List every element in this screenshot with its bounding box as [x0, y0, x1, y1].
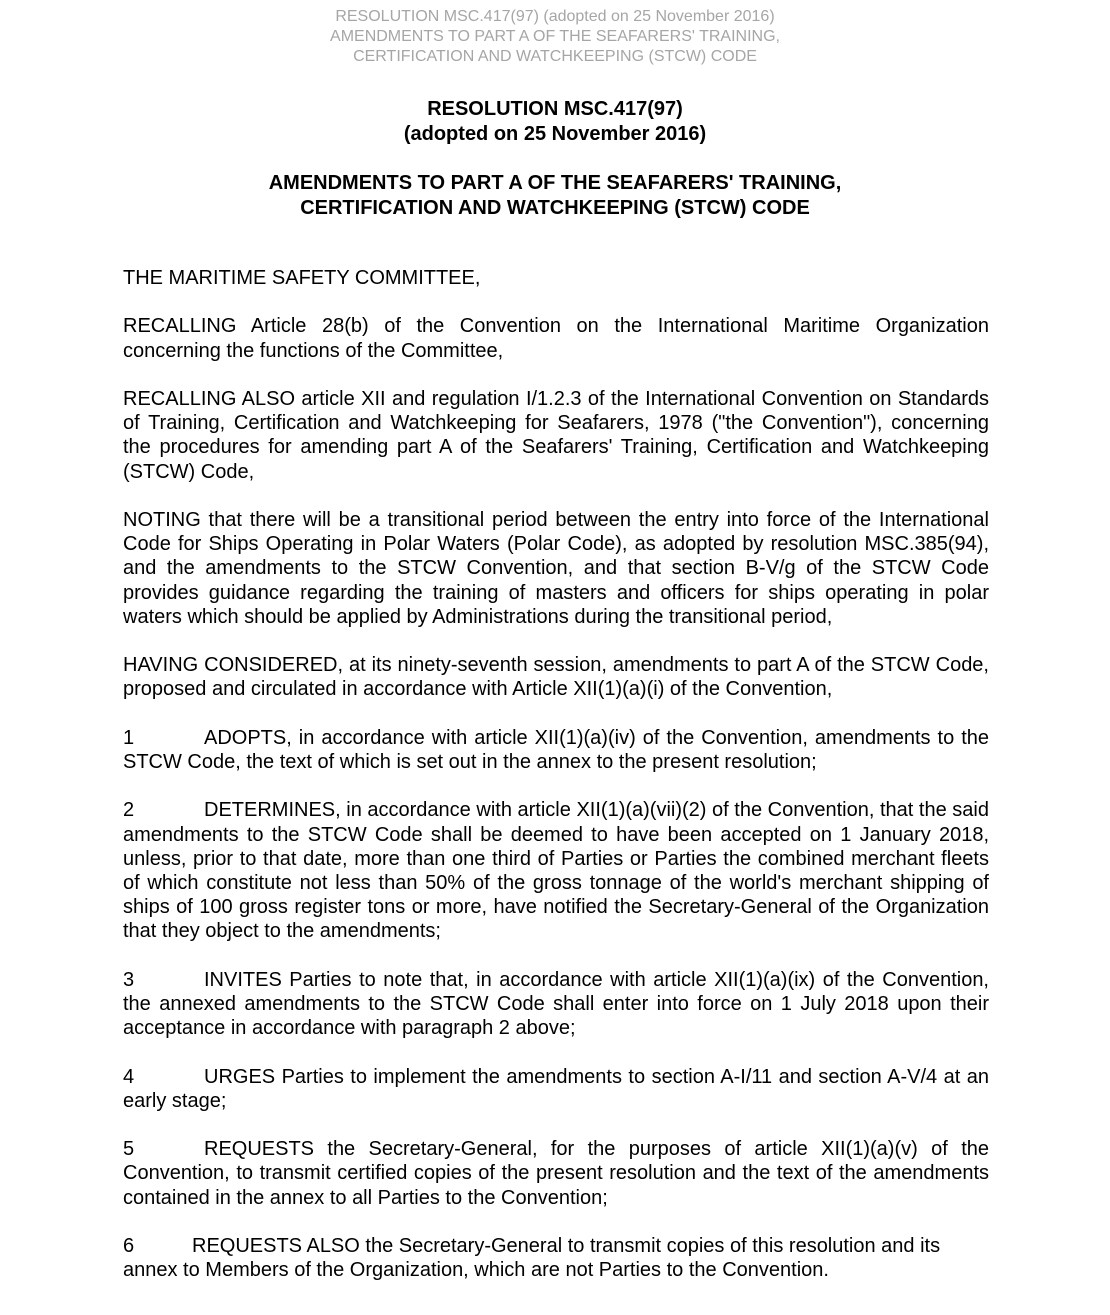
preamble-recalling: RECALLING Article 28(b) of the Convention on the International Maritime Organization concerning the functions of the Committee, — [123, 315, 989, 362]
paragraph-text: DETERMINES, in accordance with article XII(1)(a)(vii)(2) of the Convention, that the said amendments to the STCW Code shall be deemed to have been accepted on 1 January 2018, unless, prior to that date, more than one third of Parties or Parties the combined merchant fleets of which constitute not less than 50% of the gross tonnage of the world's merchant shipping of ships of 100 gross register tons or more, have notified the Secretary-General of the Organization that they object to the amendments; — [123, 799, 989, 943]
operative-paragraph-4 — [123, 1065, 989, 1113]
preamble-recalling-also: RECALLING ALSO article XII and regulation I/1.2.3 of the International Convention on Standards of Training, Certification and Watchkeeping for Seafarers, 1978 ("the Convention"), concerning the procedures for amending part A of the Seafarers' Training, Certification and Watchkeeping (STCW) Code, — [123, 387, 989, 483]
resolution-number: RESOLUTION MSC.417(97) — [427, 98, 683, 120]
operative-paragraph-2 — [123, 798, 989, 943]
running-header-line-2: AMENDMENTS TO PART A OF THE SEAFARERS' TRAINING, — [330, 28, 780, 45]
paragraph-number: 2 — [123, 799, 135, 822]
preamble-having-considered: HAVING CONSIDERED, at its ninety-seventh session, amendments to part A of the STCW Code, proposed and circulated in accordance with Article XII(1)(a)(i) of the Convention, — [123, 654, 989, 701]
operative-paragraph-6 — [123, 1234, 989, 1282]
title-gap — [0, 147, 1110, 171]
running-header — [0, 7, 1110, 67]
paragraph-number: 4 — [123, 1065, 135, 1088]
operative-paragraph-1 — [123, 726, 989, 774]
document-body — [123, 266, 989, 1307]
resolution-subject-line-2: CERTIFICATION AND WATCHKEEPING (STCW) CODE — [300, 197, 810, 219]
paragraph-number: 5 — [123, 1138, 135, 1161]
preamble-noting: NOTING that there will be a transitional period between the entry into force of the International Code for Ships Operating in Polar Waters (Polar Code), as adopted by resolution MSC.385(94), and the amendments to the STCW Convention, and that section B-V/g of the STCW Code provides guidance regarding the training of masters and officers for ships operating in polar waters which should be applied by Administrations during the transitional period, — [123, 508, 989, 628]
paragraph-text: REQUESTS the Secretary-General, for the purposes of article XII(1)(a)(v) of the Convention, to transmit certified copies of the present resolution and the text of the amendments contained in the annex to all Parties to the Convention; — [123, 1138, 989, 1209]
document-title — [0, 97, 1110, 221]
running-header-line-3: CERTIFICATION AND WATCHKEEPING (STCW) CODE — [353, 48, 757, 65]
running-header-line-1: RESOLUTION MSC.417(97) (adopted on 25 November 2016) — [335, 8, 775, 25]
opening-line: THE MARITIME SAFETY COMMITTEE, — [123, 267, 481, 289]
paragraph-text: REQUESTS ALSO the Secretary-General to transmit copies of this resolution and its annex to Members of the Organization, which are not Parties to the Convention. — [123, 1234, 941, 1282]
paragraph-number: 6 — [123, 1234, 135, 1257]
paragraph-number: 3 — [123, 968, 135, 991]
operative-paragraph-5 — [123, 1137, 989, 1210]
paragraph-number: 1 — [123, 726, 135, 749]
resolution-subject-line-1: AMENDMENTS TO PART A OF THE SEAFARERS' TRAINING, — [268, 172, 842, 194]
paragraph-text: URGES Parties to implement the amendments to section A-I/11 and section A-V/4 at an early stage; — [123, 1065, 989, 1112]
operative-paragraph-3 — [123, 968, 989, 1041]
paragraph-text: ADOPTS, in accordance with article XII(1)(a)(iv) of the Convention, amendments to the STCW Code, the text of which is set out in the annex to the present resolution; — [123, 726, 989, 773]
adoption-date: (adopted on 25 November 2016) — [403, 123, 707, 145]
paragraph-text: INVITES Parties to note that, in accordance with article XII(1)(a)(ix) of the Convention, the annexed amendments to the STCW Code shall enter into force on 1 July 2018 upon their acceptance in accordance with paragraph 2 above; — [123, 968, 989, 1040]
